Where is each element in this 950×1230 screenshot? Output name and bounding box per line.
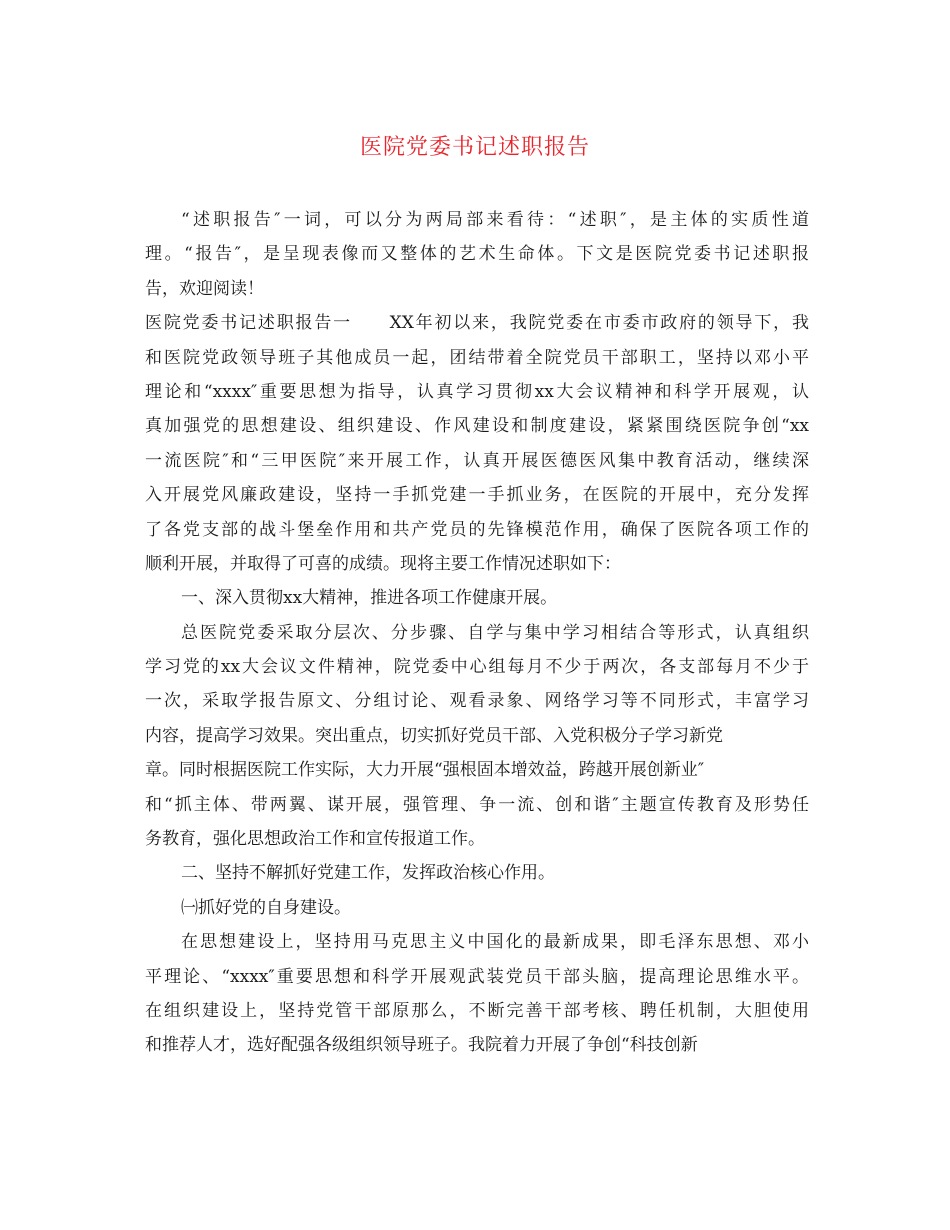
text-line: 学习党的xx大会议文件精神，院党委中心组每月不少于两次，各支部每月不少于 xyxy=(145,657,809,678)
text-line: “述职报告″一词，可以分为两局部来看待：“述职″，是主体的实质性道 xyxy=(181,210,809,230)
text-line: 在思想建设上，坚持用马克思主义中国化的最新成果，即毛泽东思想、邓小 xyxy=(181,932,809,953)
text-line: 理论和“xxxx″重要思想为指导，认真学习贯彻xx大会议精神和科学开展观，认 xyxy=(145,381,809,402)
text-line: 在组织建设上，坚持党管干部原那么，不断完善干部考核、聘任机制，大胆使用 xyxy=(145,1000,809,1021)
text-line: 和医院党政领导班子其他成员一起，团结带着全院党员干部职工，坚持以邓小平 xyxy=(145,347,809,368)
text-line: 总医院党委采取分层次、分步骤、自学与集中学习相结合等形式，认真组织 xyxy=(181,622,809,643)
text-line: 一次，采取学报告原文、分组讨论、观看录象、网络学习等不同形式，丰富学习 xyxy=(145,691,809,712)
text-line: 一、深入贯彻xx大精神，推进各项工作健康开展。 xyxy=(181,588,558,609)
text-line: 内容，提高学习效果。突出重点，切实抓好党员干部、入党积极分子学习新党 xyxy=(145,725,723,746)
text-line: 务教育，强化思想政治工作和宣传报道工作。 xyxy=(145,829,485,850)
text-line: 和“抓主体、带两翼、谋开展，强管理、争一流、创和谐″主题宣传教育及形势任 xyxy=(145,794,809,815)
text-line: 医院党委书记述职报告一 XX年初以来，我院党委在市委市政府的领导下，我 xyxy=(145,313,809,334)
text-line: 二、坚持不解抓好党建工作，发挥政治核心作用。 xyxy=(181,863,555,884)
text-line: 了各党支部的战斗堡垒作用和共产党员的先锋模范作用，确保了医院各项工作的 xyxy=(145,519,809,540)
document-title: 医院党委书记述职报告 xyxy=(359,135,590,160)
text-line: 一流医院″和“三甲医院″来开展工作，认真开展医德医风集中教育活动，继续深 xyxy=(145,450,809,471)
text-line: ㈠抓好党的自身建设。 xyxy=(181,897,351,918)
text-line: 理。“报告″，是呈现表像而又整体的艺术生命体。下文是医院党委书记述职报 xyxy=(145,244,809,265)
text-line: 真加强党的思想建设、组织建设、作风建设和制度建设，紧紧围绕医院争创“xx xyxy=(145,416,809,437)
text-line: 章。同时根据医院工作实际，大力开展“强根固本增效益，跨越开展创新业″ xyxy=(145,760,705,781)
text-line: 顺利开展，并取得了可喜的成绩。现将主要工作情况述职如下： xyxy=(145,553,621,574)
text-line: 入开展党风廉政建设，坚持一手抓党建一手抓业务，在医院的开展中，充分发挥 xyxy=(145,485,809,506)
text-line: 告，欢迎阅读！ xyxy=(145,278,264,299)
text-line: 和推荐人才，选好配强各级组织领导班子。我院着力开展了争创“科技创新 xyxy=(145,1035,698,1056)
document-body xyxy=(145,203,809,1063)
text-line: 平理论、“xxxx″重要思想和科学开展观武装党员干部头脑，提高理论思维水平。 xyxy=(145,966,809,987)
